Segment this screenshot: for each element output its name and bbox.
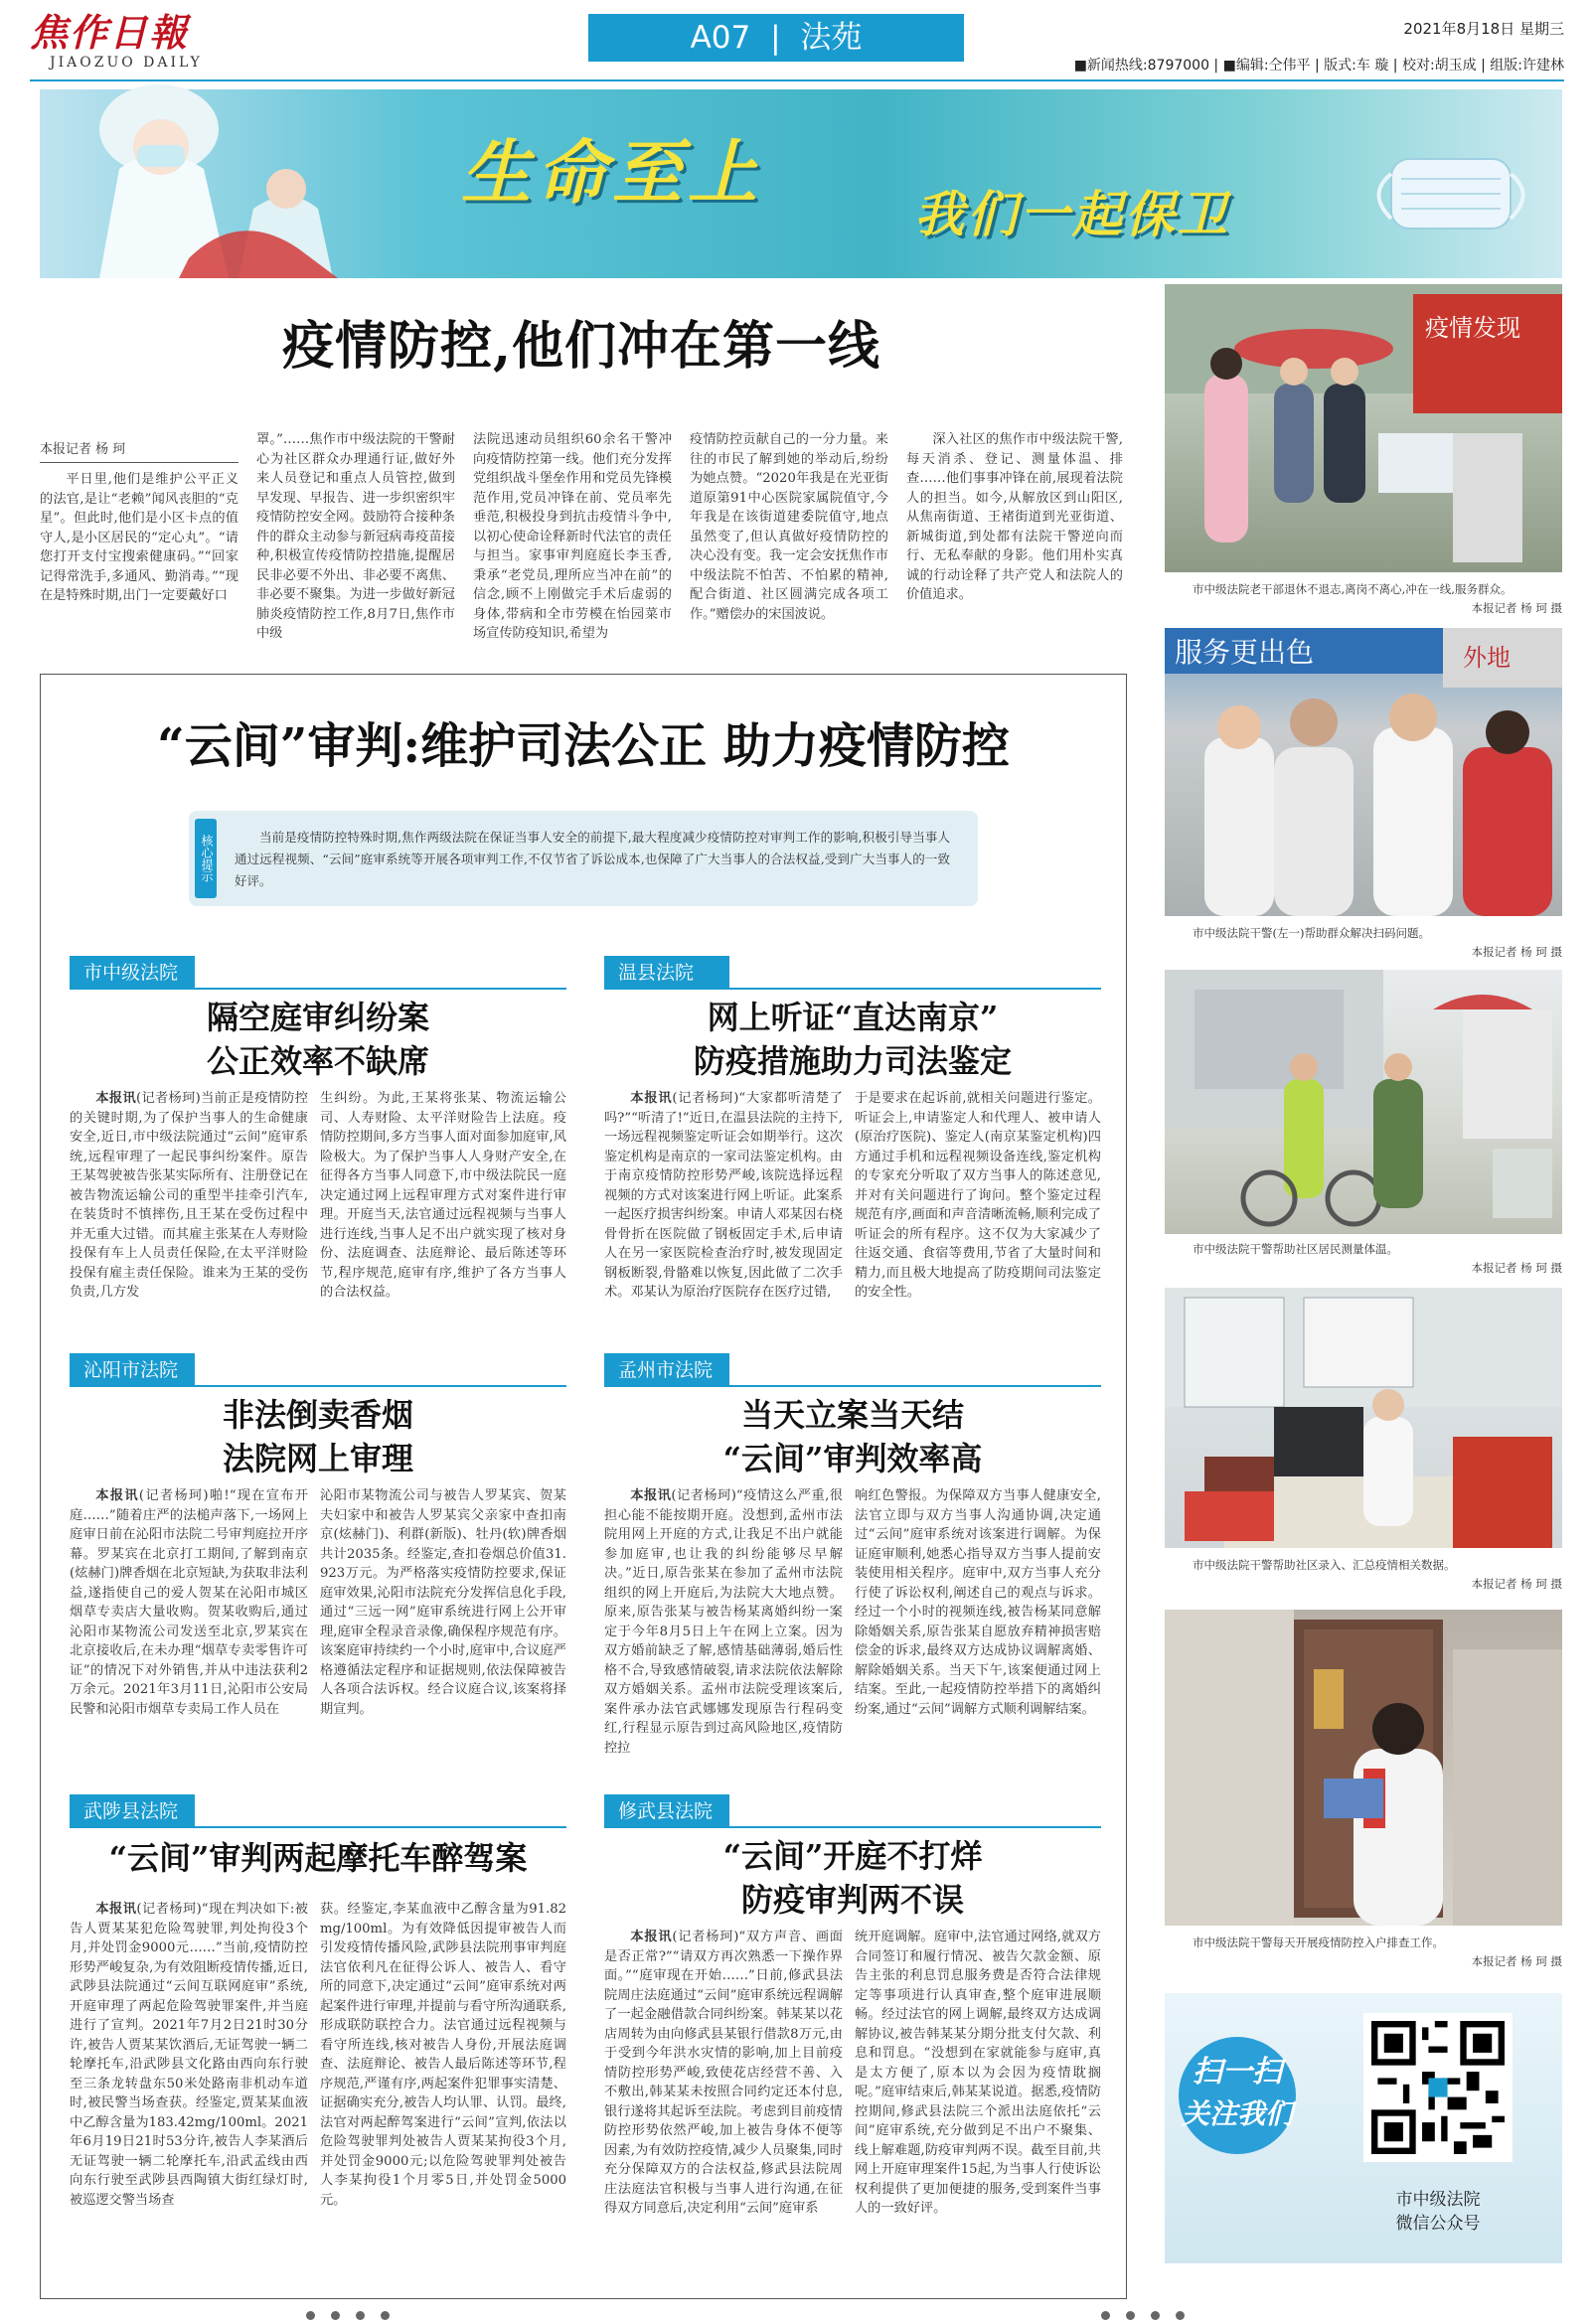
article-3-col2: 沁阳市某物流公司与被告人罗某宾、贺某夫妇家中和被告人罗某宾父亲家中查扣南京(炫赫门)、利群(新版)、牡丹(软)牌香烟共计2035条。经鉴定,查扣卷烟总价值31.923万元。为严格落实疫情防控要求,保证庭审效果,沁阳市法院充分发挥信息化手段,通过“三远一网”庭审系统进行网上公开审理,庭审全程录音录像,确保程序规范有序。该案庭审持续约一个小时,庭审中,合议庭严格遵循法定程序和证据规则,依法保障被告人各项合法诉权。经合议庭合议,该案将择期宣判。 — [320, 1488, 566, 1717]
top-article-col5: 深入社区的焦作市中级法院干警,每天消杀、登记、测量体温、排查……他们事事冲锋在前,展现着法院人的担当。如今,从解放区到山阳区,从焦南街道、王褚街道到光亚街道、新城街道,到处都有法院干警逆向而行、无私奉献的身影。他们用朴实真诚的行动诠释了共产党人和法院人的价值追求。 — [906, 432, 1123, 602]
article-3-title-line1: 非法倒卖香烟 — [222, 1396, 413, 1434]
issue-date: 2021年8月18日 星期三 — [1403, 20, 1564, 38]
photo-1 — [1165, 284, 1562, 572]
top-article-col2: 罩。”……焦作市中级法院的干警耐心为社区群众办理通行证,做好外来人员登记和重点人员管控,做到早发现、早报告、进一步织密织牢疫情防控安全网。鼓励符合接种条件的群众主动参与新冠病毒疫苗接种,积极宣传疫情防控措施,提醒居民非必要不外出、非必要不离焦、非必要不聚集。为进一步做好新冠肺炎疫情防控工作,8月7日,焦作市中级 — [256, 432, 455, 641]
article-3-title — [70, 1393, 566, 1480]
qr-label-line2: 微信公众号 — [1395, 2214, 1481, 2234]
page-dot — [1176, 2311, 1185, 2320]
page-dots-left — [298, 2305, 398, 2324]
qr-code[interactable] — [1363, 2013, 1513, 2162]
core-summary-label: 核心提示 — [195, 819, 217, 898]
article-1-col2: 生纠纷。为此,王某将张某、物流运输公司、人寿财险、太平洋财险告上法庭。疫情防控期间,多方当事人面对面参加庭审,风险极大。为了保护当事人人身财产安全,在征得各方当事人同意下,市中级法院民一庭决定通过网上远程审理方式对案件进行审理。开庭当天,法官通过远程视频与当事人进行连线,当事人足不出户就实现了核对身份、法庭调查、法庭辩论、最后陈述等环节,程序规范,庭审有序,维护了各方当事人的合法权益。 — [320, 1091, 566, 1300]
article-1-col1 — [70, 1089, 308, 1319]
masthead — [0, 0, 1594, 81]
article-4-col2: 响红色警报。为保障双方当事人健康安全,法官立即与双方当事人沟通协调,决定通过“云间”庭审系统对该案进行调解。为保证庭审顺利,她悉心指导双方当事人提前安装使用相关程序。庭审中,双方当事人充分行使了诉讼权利,阐述自己的观点与诉求。经过一个小时的视频连线,被告杨某同意解除婚姻关系,原告张某自愿放弃精神损害赔偿金的诉求,最终双方达成协议调解离婚、解除婚姻关系。当天下午,该案便通过网上结案。至此,一起疫情防控举措下的离婚纠纷案,通过“云间”调解方式顺利调解结案。 — [855, 1488, 1101, 1717]
page-dot — [1151, 2311, 1160, 2320]
article-6-lead: 本报讯 — [630, 1930, 673, 1944]
article-4-title-line2: “云间”审判效率高 — [722, 1440, 983, 1477]
photo-3-caption — [1193, 1240, 1562, 1278]
article-2-col2: 于是要求在起诉前,就相关问题进行鉴定。听证会上,申请鉴定人和代理人、被申请人(原治疗医院)、鉴定人(南京某鉴定机构)四方通过手机和远程视频设备连线,鉴定机构的专家充分听取了双方当事人的陈述意见,并对有关问题进行了询问。整个鉴定过程规范有序,画面和声音清晰流畅,顺利完成了听证会的所有程序。这不仅为大家减少了往返交通、食宿等费用,节省了大量时间和精力,而且极大地提高了防疫期间司法鉴定的安全性。 — [855, 1091, 1101, 1300]
qr-label — [1363, 2188, 1513, 2236]
article-6-col1 — [604, 1928, 843, 2277]
photo-2 — [1165, 628, 1562, 916]
masthead-rule — [30, 79, 1564, 81]
page-section: 法苑 — [800, 20, 863, 56]
article-2-title-line1: 网上听证“直达南京” — [707, 999, 999, 1036]
top-article-col1: 平日里,他们是维护公平正义的法官,是让“老赖”闻风丧胆的“克星”。但此时,他们是小区卡点的值守人,是小区居民的“定心丸”。“请您打开支付宝搜索健康码。”“回家记得常洗手,多通风、勤消毒。”“现在是特殊时期,出门一定要戴好口 — [40, 472, 239, 603]
photo-4-caption-text: 市中级法院干警帮助社区录入、汇总疫情相关数据。 — [1193, 1558, 1456, 1572]
photo-1-scene — [1165, 284, 1562, 572]
article-4-title — [604, 1393, 1101, 1480]
article-6-col1-text: (记者杨珂)“双方声音、画面是否正常?”“请双方再次熟悉一下操作界面。”“庭审现在开始……”日前,修武县法院周庄法庭通过“云间”庭审系统远程调解了一起金融借款合同纠纷案。韩某某以花店周转为由向修武县某银行借款8万元,由于受到今年洪水灾情的影响,加上目前疫情防控形势严峻,致使花店经营不善、入不敷出,韩某某未按照合同约定还本付息,银行遂将其起诉至法院。考虑到目前疫情防控形势依然严峻,加上被告身体不便等因素,为有效防控疫情,减少人员聚集,同时充分保障双方的合法权益,修武县法院周庄法庭法官积极与当事人进行沟通,在征得双方同意后,决定利用“云间”庭审系 — [604, 1930, 843, 2216]
photo-5-caption-text: 市中级法院干警每天开展疫情防控入户排查工作。 — [1193, 1936, 1444, 1949]
slogan-sub: 我们一起保卫 — [914, 185, 1230, 243]
photo-4 — [1165, 1288, 1562, 1548]
newspaper-logo — [30, 12, 219, 76]
article-1-col1-text: (记者杨珂)当前正是疫情防控的关键时期,为了保护当事人的生命健康安全,近日,市中级法院通过“云间”庭审系统,远程审理了一起民事纠纷案件。原告王某驾驶被告张某实际所有、注册登记在被告物流运输公司的重型半挂牵引汽车,在装货时不慎摔伤,且王某在受伤过程中并无重大过错。而其雇主张某在人寿财险投保有车上人员责任保险,在太平洋财险投保有雇主责任保险。谁来为王某的受伤负责,几方发 — [70, 1091, 308, 1300]
photo-2-credit: 本报记者 杨 珂 摄 — [1471, 945, 1562, 959]
top-article-title: 疫情防控,他们冲在第一线 — [281, 316, 881, 377]
page-dot — [1126, 2311, 1135, 2320]
photo-2-sign-text-2: 外地 — [1463, 644, 1511, 672]
section-rule — [70, 1826, 566, 1828]
page-number: A07 — [690, 20, 751, 56]
article-3-lead: 本报讯 — [95, 1488, 139, 1503]
editor-credits: ■新闻热线:8797000 | ■编辑:仝伟平 | 版式:车 璇 | 校对:胡玉成 | 组版:许建林 — [1073, 58, 1564, 74]
qr-code-icon — [1371, 2021, 1505, 2154]
photo-2-sign-text: 服务更出色 — [1175, 636, 1315, 669]
article-4-lead: 本报讯 — [630, 1488, 672, 1503]
section-rule — [604, 1385, 1101, 1387]
section-tag-qinyang: 沁阳市法院 — [70, 1353, 195, 1387]
slogan-banner — [40, 89, 1562, 278]
article-6-col2: 统开庭调解。庭审中,法官通过网络,就双方合同签订和履行情况、被告欠款金额、原告主张的利息罚息服务费是否符合法律规定等事项进行认真审查,整个庭审进展顺畅。经过法官的网上调解,最终双方达成调解协议,被告韩某某分期分批支付欠款、利息和罚息。“没想到在家就能参与庭审,真是太方便了,原本以为会因为疫情耽搁呢。”庭审结束后,韩某某说道。据悉,疫情防控期间,修武县法院三个派出法庭依托“云间”庭审系统,充分做到足不出户不聚集、线上解难题,防疫审判两不误。截至目前,共网上开庭审理案件15起,为当事人行使诉讼权利提供了更加便捷的服务,受到案件当事人的一致好评。 — [855, 1930, 1101, 2216]
section-tag-wuzhi: 武陟县法院 — [70, 1794, 195, 1828]
page-dot — [381, 2311, 390, 2320]
article-1-title — [70, 996, 566, 1083]
qr-scan-badge — [1179, 2037, 1296, 2154]
article-3-col1-text: (记者杨珂)啪!“现在宣布开庭……”随着庄严的法槌声落下,一场网上庭审日前在沁阳市法院二号审判庭拉开序幕。罗某宾在北京打工期间,了解到南京(炫赫门)牌香烟在北京短缺,为获取非法利益,遂指使自己的爱人贺某在沁阳市城区烟草专卖店大量收购。贺某收购后,通过沁阳市某物流公司发送至北京,罗某宾在北京接收后,在未办理“烟草专卖零售许可证”的情况下对外销售,并从中违法获利2万余元。2021年3月11日,沁阳市公安局民警和沁阳市烟草专卖局工作人员在 — [70, 1488, 308, 1717]
article-4-title-line1: 当天立案当天结 — [740, 1396, 964, 1434]
qr-block — [1165, 1993, 1562, 2263]
photo-3-credit: 本报记者 杨 珂 摄 — [1471, 1261, 1562, 1275]
photo-5 — [1165, 1610, 1562, 1926]
photo-3 — [1165, 970, 1562, 1234]
article-1-lead: 本报讯 — [95, 1091, 136, 1106]
photo-4-scene — [1165, 1288, 1562, 1548]
article-1-title-line1: 隔空庭审纠纷案 — [206, 999, 429, 1036]
article-3-title-line2: 法院网上审理 — [222, 1440, 413, 1477]
article-6-title-line1: “云间”开庭不打烊 — [722, 1837, 983, 1875]
top-article-col4: 疫情防控贡献自己的一分力量。来往的市民了解到她的举动后,纷纷为她点赞。“2020年我是在光亚街道原第91中心医院家属院值守,今年我是在该街道建委院值守,地点虽然变了,但认真做好疫情防控的决心没有变。我一定会安抚焦作市中级法院不怕苦、不怕累的精神,配合街道、社区圆满完成各项工作。”赠偿办的宋国波说。 — [690, 432, 888, 622]
section-rule — [70, 1385, 566, 1387]
photo-5-credit: 本报记者 杨 珂 摄 — [1471, 1954, 1562, 1968]
qr-label-line1: 市中级法院 — [1395, 2190, 1481, 2210]
photo-2-scene — [1165, 628, 1562, 916]
medical-worker-illustration — [40, 89, 368, 278]
photo-5-caption — [1193, 1934, 1562, 1971]
page-dots-right — [1093, 2305, 1193, 2324]
section-tag-xiuwu: 修武县法院 — [604, 1794, 729, 1828]
photo-5-scene — [1165, 1610, 1562, 1926]
top-article-col3: 法院迅速动员组织60余名干警冲向疫情防控第一线。他们充分发挥党组织战斗堡垒作用和党员先锋模范作用,党员冲锋在前、党员率先垂范,积极投身到抗击疫情斗争中,以初心使命诠释新时代法官的责任与担当。家事审判庭庭长李玉香,秉承“老党员,理所应当冲在前”的信念,顾不上刚做完手术后虚弱的身体,带病和全市劳模在怡园菜市场宣传防疫知识,希望为 — [473, 432, 672, 641]
page-dot — [356, 2311, 365, 2320]
article-4-col1 — [604, 1486, 843, 1756]
photo-2-caption-text: 市中级法院干警(左一)帮助群众解决扫码问题。 — [1193, 926, 1430, 940]
section-rule — [70, 988, 566, 990]
slogan-main: 生命至上 — [461, 131, 763, 214]
article-2-col1-text: (记者杨珂)“大家都听清楚了吗?”“听清了!”近日,在温县法院的主持下,一场远程视频鉴定听证会如期举行。这次鉴定机构是南京的一家司法鉴定机构。由于南京疫情防控形势严峻,该院选择远程视频的方式对该案进行网上听证。此案系一起医疗损害纠纷案。申请人邓某因右桡骨骨折在医院做了钢板固定手术,后申请人在另一家医院检查治疗时,被发现固定钢板断裂,骨骼难以恢复,因此做了二次手术。邓某认为原治疗医院存在医疗过错, — [604, 1091, 843, 1300]
qr-scan-line1: 扫一扫 — [1193, 2055, 1282, 2090]
article-5-lead: 本报讯 — [95, 1902, 137, 1917]
logo-cn: 焦作日報 — [30, 10, 190, 55]
page-dot — [1101, 2311, 1110, 2320]
article-5-col1-text: (记者杨珂)“现在判决如下:被告人贾某某犯危险驾驶罪,判处拘役3个月,并处罚金9000元……”当前,疫情防控形势严峻复杂,为有效阻断疫情传播,近日,武陟县法院通过“云间互联网庭审”系统,开庭审理了两起危险驾驶罪案件,并当庭进行了宣判。2021年7月2日21时30分许,被告人贾某某饮酒后,无证驾驶一辆二轮摩托车,沿武陟县文化路由西向东行驶至三条龙转盘东50米处路南非机动车道时,被民警当场查获。经鉴定,贾某某血液中乙醇含量为183.42mg/100ml。2021年6月19日21时53分许,被告人李某酒后无证驾驶一辆二轮摩托车,沿武孟线由西向东行驶至武陟县西陶镇大街红绿灯时,被巡逻交警当场查 — [70, 1902, 308, 2208]
logo-en: JIAOZUO DAILY — [50, 55, 203, 71]
page-dot — [306, 2311, 315, 2320]
photo-1-caption — [1193, 580, 1562, 618]
photo-3-caption-text: 市中级法院干警帮助社区居民测量体温。 — [1193, 1242, 1398, 1256]
section-rule — [604, 1826, 1101, 1828]
article-6-title-line2: 防疫审判两不误 — [740, 1881, 964, 1919]
photo-1-caption-text: 市中级法院老干部退休不退志,离岗不离心,冲在一线,服务群众。 — [1193, 582, 1513, 596]
photo-4-credit: 本报记者 杨 珂 摄 — [1471, 1577, 1562, 1591]
section-tag-mengzhou: 孟州市法院 — [604, 1353, 729, 1387]
article-2-title-line2: 防疫措施助力司法鉴定 — [693, 1042, 1012, 1080]
article-5-col2: 获。经鉴定,李某血液中乙醇含量为91.82mg/100ml。为有效降低因提审被告人而引发疫情传播风险,武陟县法院刑事审判庭法官依利凡在征得公诉人、被告人、看守所的同意下,决定通过“云间”庭审系统对两起案件进行审理,并提前与看守所沟通联系,形成联防联控合力。法官通过远程视频与看守所连线,核对被告人身份,开展法庭调查、法庭辩论、被告人最后陈述等环节,程序规范,严谨有序,两起案件犯罪事实清楚、证据确实充分,被告人均认罪、认罚。最终,法官对两起醉驾案进行“云间”宣判,依法以危险驾驶罪判处被告人贾某某拘役3个月,并处罚金9000元;以危险驾驶罪判处被告人李某拘役1个月零5日,并处罚金5000元。 — [320, 1902, 566, 2208]
section-tag-zhongji: 市中级法院 — [70, 956, 195, 990]
article-5-title — [70, 1836, 566, 1880]
article-2-title — [604, 996, 1101, 1083]
article-6-title — [604, 1834, 1101, 1922]
photo-1-sign-text: 疫情发现 — [1425, 314, 1520, 342]
photo-2-caption — [1193, 924, 1562, 962]
photo-4-caption — [1193, 1556, 1562, 1594]
byline-rule — [40, 462, 239, 463]
qr-scan-line2: 关注我们 — [1181, 2097, 1293, 2130]
top-article-byline: 本报记者 杨 珂 — [40, 442, 126, 457]
core-summary-text: 当前是疫情防控特殊时期,焦作两级法院在保证当事人安全的前提下,最大程度减少疫情防控对审判工作的影响,积极引导当事人通过远程视频、“云间”庭审系统等开展各项审判工作,不仅节省了诉讼成本,也保障了广大当事人的合法权益,受到广大当事人的一致好评。 — [235, 830, 950, 888]
article-2-col1 — [604, 1089, 843, 1319]
article-2-lead: 本报讯 — [630, 1091, 673, 1106]
article-4-col1-text: (记者杨珂)“疫情这么严重,很担心能不能按期开庭。没想到,孟州市法院用网上开庭的方式,让我足不出户就能参加庭审,也让我的纠纷能够尽早解决。”近日,原告张某在参加了孟州市法院组织的网上开庭后,为法院大大地点赞。原来,原告张某与被告杨某离婚纠纷一案定于今年8月5日上午在网上立案。因为双方婚前缺乏了解,感情基础薄弱,婚后性格不合,导致感情破裂,请求法院依法解除双方婚姻关系。孟州市法院受理该案后,案件承办法官武娜娜发现原告行程码变红,行程显示原告到过高风险地区,疫情防控拉 — [604, 1488, 843, 1756]
page-divider: | — [770, 20, 781, 56]
article-5-title-line1: “云间”审判两起摩托车醉驾案 — [108, 1839, 528, 1877]
core-summary — [189, 811, 978, 906]
article-3-col1 — [70, 1486, 308, 1717]
feature-title: “云间”审判:维护司法公正 助力疫情防控 — [157, 718, 1010, 774]
photo-1-credit: 本报记者 杨 珂 摄 — [1471, 601, 1562, 615]
page-label — [588, 14, 964, 62]
face-mask-illustration — [1361, 134, 1540, 253]
article-1-title-line2: 公正效率不缺席 — [206, 1042, 429, 1080]
article-5-col1 — [70, 1900, 308, 2277]
photo-3-scene — [1165, 970, 1562, 1234]
page-dot — [331, 2311, 340, 2320]
section-rule — [604, 988, 1101, 990]
section-tag-wenxian: 温县法院 — [604, 956, 729, 990]
